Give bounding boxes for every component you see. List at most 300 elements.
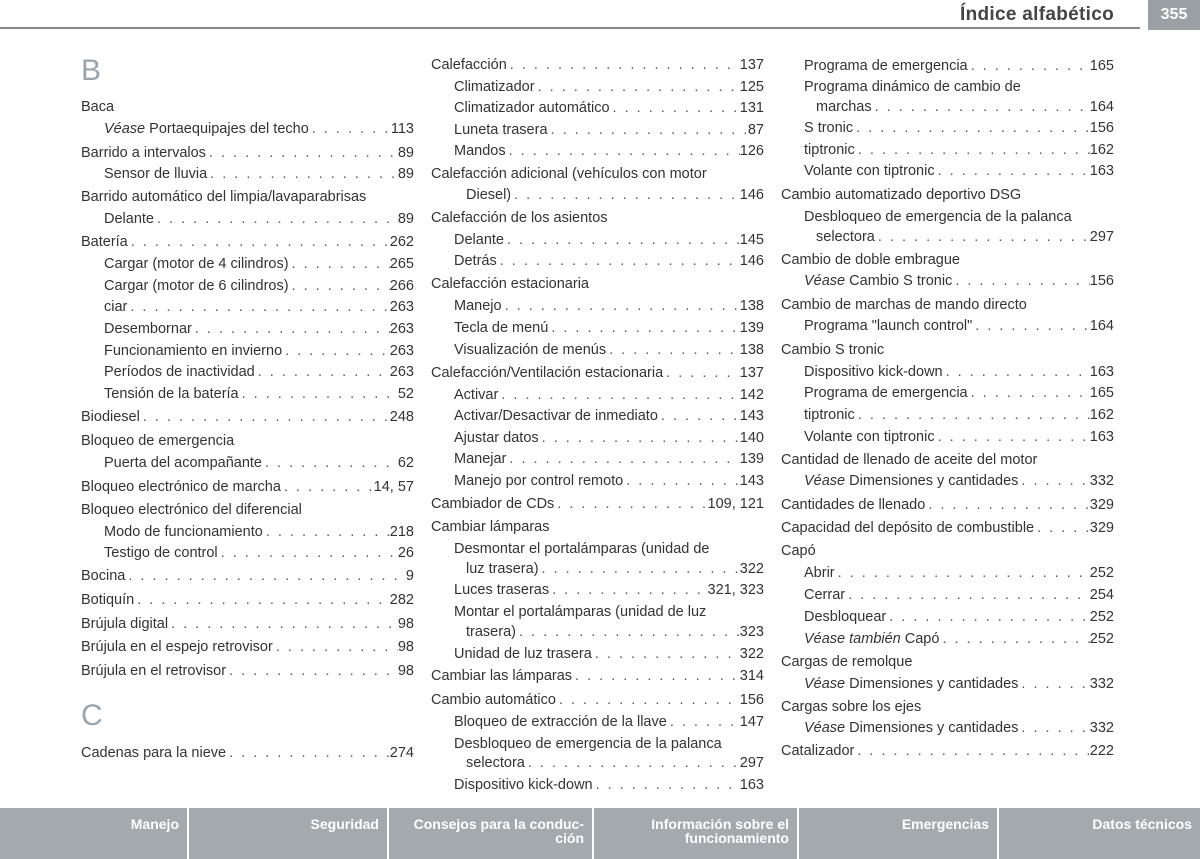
entry-term: Tensión de la batería: [104, 386, 239, 402]
page-reference[interactable]: 252: [1089, 609, 1114, 625]
dot-leader: [606, 340, 740, 362]
dot-leader: [255, 362, 390, 384]
index-subentry: [781, 471, 1114, 493]
page-reference[interactable]: 26: [397, 545, 414, 561]
dot-leader: [1018, 674, 1089, 696]
entry-term: Sensor de lluvia: [104, 166, 208, 182]
dot-leader: [854, 741, 1089, 763]
page-reference[interactable]: 109, 121: [707, 496, 764, 512]
page-title: Índice alfabético: [960, 4, 1114, 25]
index-entry: [781, 495, 1114, 517]
page-reference[interactable]: 329: [1089, 497, 1114, 513]
page-reference[interactable]: 332: [1089, 720, 1114, 736]
see-reference-prefix: Véase: [804, 273, 846, 289]
index-entry: [781, 295, 1114, 317]
page-reference[interactable]: 142: [739, 387, 764, 403]
index-subentry: [781, 427, 1114, 449]
index-entry: [781, 450, 1114, 472]
index-subentry: [431, 644, 764, 666]
page-reference[interactable]: 163: [1089, 429, 1114, 445]
page-reference[interactable]: 145: [739, 232, 764, 248]
entry-term: Dimensiones y cantidades: [845, 473, 1019, 489]
page-reference[interactable]: 137: [739, 57, 764, 73]
entry-term: Calefacción adicional (vehículos con motor: [431, 166, 707, 182]
entry-term: Programa de emergencia: [804, 385, 968, 401]
dot-leader: [535, 77, 740, 99]
index-subentry: [431, 449, 764, 471]
page-reference[interactable]: 156: [1089, 120, 1114, 136]
index-subentry: [431, 98, 764, 120]
entry-term: Puerta del acompañante: [104, 455, 262, 471]
dot-leader: [539, 559, 740, 581]
index-subentry: [431, 622, 764, 644]
page-reference[interactable]: 131: [739, 100, 764, 116]
dot-leader: [273, 637, 398, 659]
entry-term: Mandos: [454, 143, 506, 159]
dot-leader: [127, 297, 389, 319]
index-subentry: [781, 140, 1114, 162]
header-rule: [0, 27, 1140, 29]
index-entry: [431, 494, 764, 516]
entry-term: Climatizador: [454, 79, 535, 95]
entry-term: Cerrar: [804, 587, 846, 603]
entry-term: Cambio automático: [431, 692, 556, 708]
index-subentry: [431, 296, 764, 318]
entry-term: ciar: [104, 299, 128, 315]
index-subentry: [81, 543, 414, 565]
dot-leader: [192, 319, 390, 341]
page-reference[interactable]: 322: [739, 561, 764, 577]
dot-leader: [168, 614, 398, 636]
page-reference[interactable]: 139: [739, 320, 764, 336]
index-entry: [431, 164, 764, 186]
page-reference[interactable]: 321, 323: [707, 582, 764, 598]
dot-leader: [935, 161, 1090, 183]
page-reference[interactable]: 14, 57: [373, 479, 414, 495]
entry-term: Calefacción/Ventilación estacionaria: [431, 365, 664, 381]
page-reference[interactable]: 165: [1089, 385, 1114, 401]
dot-leader: [935, 427, 1090, 449]
page-reference[interactable]: 146: [739, 253, 764, 269]
index-subentry: [81, 164, 414, 186]
index-subentry: [781, 585, 1114, 607]
page-reference[interactable]: 297: [739, 755, 764, 771]
dot-leader: [206, 143, 398, 165]
section-tab-label: ción: [555, 830, 584, 846]
index-subentry: [781, 718, 1114, 740]
page-reference[interactable]: 265: [389, 256, 414, 272]
entry-term: Dimensiones y cantidades: [845, 676, 1019, 692]
dot-leader: [1018, 471, 1089, 493]
dot-leader: [309, 119, 391, 141]
dot-leader: [262, 453, 398, 475]
page-reference[interactable]: 162: [1089, 407, 1114, 423]
page-reference[interactable]: 9: [405, 568, 414, 584]
index-subentry: [431, 753, 764, 775]
dot-leader: [511, 185, 740, 207]
index-subentry: [431, 251, 764, 273]
dot-leader: [845, 585, 1090, 607]
dot-leader: [539, 428, 740, 450]
entry-term: Bloqueo electrónico del diferencial: [81, 502, 302, 518]
index-entry: [781, 697, 1114, 719]
dot-leader: [548, 120, 748, 142]
entry-term: Programa de emergencia: [804, 58, 968, 74]
entry-term: Bloqueo de extracción de la llave: [454, 714, 667, 730]
entry-term: Luneta trasera: [454, 122, 548, 138]
index-entry: [81, 590, 414, 612]
dot-leader: [886, 607, 1090, 629]
dot-leader: [281, 477, 374, 499]
dot-leader: [853, 118, 1090, 140]
page-reference[interactable]: 314: [739, 668, 764, 684]
index-subentry: [81, 522, 414, 544]
index-subentry: [781, 56, 1114, 78]
entry-term: Dimensiones y cantidades: [845, 720, 1019, 736]
index-subentry: [431, 428, 764, 450]
page-reference[interactable]: 329: [1089, 520, 1114, 536]
entry-term: Desembornar: [104, 321, 192, 337]
dot-leader: [875, 227, 1090, 249]
page-reference[interactable]: 163: [1089, 364, 1114, 380]
page-reference[interactable]: 98: [397, 663, 414, 679]
index-subentry: [81, 453, 414, 475]
page-reference[interactable]: 218: [389, 524, 414, 540]
see-reference-prefix: Véase: [804, 720, 846, 736]
section-tab-label: Manejo: [130, 816, 179, 832]
dot-leader: [554, 494, 707, 516]
see-reference-prefix: Véase: [804, 473, 846, 489]
index-entry: [431, 363, 764, 385]
page-reference[interactable]: 332: [1089, 676, 1114, 692]
section-tab-label: Seguridad: [310, 816, 379, 832]
entry-term: Montar el portalámparas (unidad de luz: [454, 604, 707, 620]
entry-term: Manejar: [454, 451, 507, 467]
page-reference[interactable]: 164: [1089, 99, 1114, 115]
entry-term: Capó: [781, 543, 816, 559]
page-reference[interactable]: 263: [389, 299, 414, 315]
index-entry: [81, 431, 414, 453]
entry-term: tiptronic: [804, 407, 855, 423]
page-reference[interactable]: 266: [389, 278, 414, 294]
page-reference[interactable]: 252: [1089, 565, 1114, 581]
dot-leader: [207, 164, 398, 186]
index-subentry: [81, 276, 414, 298]
page-reference[interactable]: 146: [739, 187, 764, 203]
entry-term: Biodiesel: [81, 409, 140, 425]
dot-leader: [855, 140, 1090, 162]
index-subentry: [781, 674, 1114, 696]
index-subentry: [431, 580, 764, 602]
entry-term: Climatizador automático: [454, 100, 610, 116]
index-subentry: [781, 227, 1114, 249]
index-subentry: [81, 254, 414, 276]
index-subentry: [81, 319, 414, 341]
entry-term: luz trasera): [466, 561, 539, 577]
index-entry: [81, 477, 414, 499]
dot-leader: [835, 563, 1090, 585]
index-entry: [781, 340, 1114, 362]
page-reference[interactable]: 262: [389, 234, 414, 250]
entry-term: Visualización de menús: [454, 342, 607, 358]
dot-leader: [289, 254, 390, 276]
see-reference-prefix: Véase: [804, 676, 846, 692]
dot-leader: [556, 690, 740, 712]
entry-term: Testigo de control: [104, 545, 218, 561]
entry-term: Cambio de marchas de mando directo: [781, 297, 1027, 313]
index-entry: [81, 637, 414, 659]
index-entry: [431, 208, 764, 230]
index-entry: [81, 661, 414, 683]
entry-term: Volante con tiptronic: [804, 429, 935, 445]
index-subentry: [431, 77, 764, 99]
index-entry: [781, 652, 1114, 674]
page-reference[interactable]: 222: [1089, 743, 1114, 759]
page-reference[interactable]: 98: [397, 616, 414, 632]
index-subentry: [431, 230, 764, 252]
entry-term: Activar: [454, 387, 499, 403]
page-reference[interactable]: 163: [1089, 163, 1114, 179]
section-tab[interactable]: [389, 808, 594, 859]
entry-term: selectora: [816, 229, 875, 245]
entry-term: Funcionamiento en invierno: [104, 343, 283, 359]
page-reference[interactable]: 254: [1089, 587, 1114, 603]
page-reference[interactable]: 323: [739, 624, 764, 640]
entry-term: Catalizador: [781, 743, 855, 759]
page-reference[interactable]: 89: [397, 145, 414, 161]
entry-term: Activar/Desactivar de inmediato: [454, 408, 658, 424]
page-reference[interactable]: 274: [389, 745, 414, 761]
index-subentry: [81, 341, 414, 363]
page-reference[interactable]: 62: [397, 455, 414, 471]
section-tab-label: Consejos para la conduc-: [413, 816, 584, 832]
entry-term: Abrir: [804, 565, 835, 581]
entry-term: Cadenas para la nieve: [81, 745, 227, 761]
entry-term: Tecla de menú: [454, 320, 549, 336]
index-entry: [781, 741, 1114, 763]
page-reference[interactable]: 137: [739, 365, 764, 381]
entry-term: Volante con tiptronic: [804, 163, 935, 179]
dot-leader: [140, 407, 390, 429]
index-letter-heading: B: [81, 54, 102, 87]
entry-term: Detrás: [454, 253, 497, 269]
entry-term: Dispositivo kick-down: [454, 777, 593, 793]
page-reference[interactable]: 139: [739, 451, 764, 467]
entry-term: Portaequipajes del techo: [145, 121, 309, 137]
page-reference[interactable]: 140: [739, 430, 764, 446]
entry-term: Brújula en el espejo retrovisor: [81, 639, 273, 655]
page-reference[interactable]: 138: [739, 298, 764, 314]
entry-term: Capacidad del depósito de combustible: [781, 520, 1035, 536]
dot-leader: [263, 522, 390, 544]
page-reference[interactable]: 263: [389, 343, 414, 359]
see-reference-prefix: Véase también: [804, 631, 901, 647]
dot-leader: [663, 363, 740, 385]
entry-term: marchas: [816, 99, 872, 115]
page-reference[interactable]: 248: [389, 409, 414, 425]
index-subentry: [781, 362, 1114, 384]
index-subentry: [431, 712, 764, 734]
page-reference[interactable]: 52: [397, 386, 414, 402]
index-letter-heading: C: [81, 699, 103, 732]
entry-term: Delante: [104, 211, 154, 227]
entry-term: Desbloquear: [804, 609, 887, 625]
section-tab-label: funcionamiento: [684, 830, 789, 846]
index-entry: [81, 97, 414, 119]
section-tab[interactable]: [594, 808, 799, 859]
dot-leader: [239, 384, 398, 406]
page-reference[interactable]: 164: [1089, 318, 1114, 334]
index-subentry: [431, 406, 764, 428]
section-tab-label: Datos técnicos: [1092, 816, 1192, 832]
page-reference[interactable]: 98: [397, 639, 414, 655]
dot-leader: [506, 449, 739, 471]
index-subentry: [81, 362, 414, 384]
entry-term: Dispositivo kick-down: [804, 364, 943, 380]
page-reference[interactable]: 263: [389, 321, 414, 337]
section-tab-label: Información sobre el: [651, 816, 789, 832]
dot-leader: [506, 141, 740, 163]
entry-term: Manejo: [454, 298, 502, 314]
dot-leader: [972, 316, 1090, 338]
dot-leader: [1018, 718, 1089, 740]
index-subentry: [781, 563, 1114, 585]
page-reference[interactable]: 113: [390, 121, 414, 137]
dot-leader: [498, 385, 739, 407]
index-entry: [81, 500, 414, 522]
entry-term: tiptronic: [804, 142, 855, 158]
index-entry: [81, 232, 414, 254]
entry-term: Brújula digital: [81, 616, 169, 632]
page-reference[interactable]: 162: [1089, 142, 1114, 158]
entry-term: Cargas sobre los ejes: [781, 699, 922, 715]
entry-term: Desmontar el portalámparas (unidad de: [454, 541, 710, 557]
page-reference[interactable]: 156: [739, 692, 764, 708]
see-reference-prefix: Véase: [104, 121, 146, 137]
index-entry: [81, 566, 414, 588]
index-subentry: [781, 271, 1114, 293]
dot-leader: [658, 406, 740, 428]
page-reference[interactable]: 147: [739, 714, 764, 730]
dot-leader: [128, 232, 390, 254]
page-reference[interactable]: 163: [739, 777, 764, 793]
entry-term: Cargar (motor de 4 cilindros): [104, 256, 289, 272]
page-reference[interactable]: 87: [747, 122, 764, 138]
index-entry: [81, 187, 414, 209]
dot-leader: [218, 543, 398, 565]
index-entry: [431, 274, 764, 296]
page-reference[interactable]: 126: [739, 143, 764, 159]
index-subentry: [781, 97, 1114, 119]
entry-term: trasera): [466, 624, 516, 640]
index-subentry: [431, 120, 764, 142]
entry-term: Modo de funcionamiento: [104, 524, 263, 540]
section-tab[interactable]: [0, 808, 189, 859]
dot-leader: [226, 743, 390, 765]
dot-leader: [516, 622, 740, 644]
dot-leader: [525, 753, 740, 775]
entry-term: Bocina: [81, 568, 126, 584]
index-subentry: [781, 77, 1114, 99]
index-subentry: [781, 207, 1114, 229]
page-reference[interactable]: 89: [397, 166, 414, 182]
index-subentry: [431, 539, 764, 561]
dot-leader: [592, 644, 740, 666]
dot-leader: [939, 629, 1089, 651]
page-reference[interactable]: 282: [389, 592, 414, 608]
page-reference[interactable]: 138: [739, 342, 764, 358]
page-reference[interactable]: 156: [1089, 273, 1114, 289]
dot-leader: [548, 318, 739, 340]
index-subentry: [431, 385, 764, 407]
index-subentry: [781, 118, 1114, 140]
dot-leader: [549, 580, 707, 602]
index-subentry: [781, 316, 1114, 338]
page-reference[interactable]: 252: [1089, 631, 1114, 647]
page-number: 355: [1148, 0, 1200, 30]
entry-term: Calefacción estacionaria: [431, 276, 589, 292]
entry-term: Calefacción de los asientos: [431, 210, 608, 226]
page-reference[interactable]: 125: [739, 79, 764, 95]
entry-term: Batería: [81, 234, 128, 250]
index-subentry: [781, 607, 1114, 629]
entry-term: Cantidades de llenado: [781, 497, 926, 513]
page-reference[interactable]: 143: [739, 473, 764, 489]
entry-term: Cantidad de llenado de aceite del motor: [781, 452, 1038, 468]
entry-term: Desbloqueo de emergencia de la palanca: [804, 209, 1072, 225]
entry-term: Delante: [454, 232, 504, 248]
dot-leader: [855, 405, 1090, 427]
dot-leader: [925, 495, 1089, 517]
dot-leader: [943, 362, 1090, 384]
entry-term: Cambio S tronic: [781, 342, 885, 358]
dot-leader: [968, 383, 1090, 405]
entry-term: Unidad de luz trasera: [454, 646, 592, 662]
index-subentry: [81, 384, 414, 406]
page-reference[interactable]: 322: [739, 646, 764, 662]
page-reference[interactable]: 263: [389, 364, 414, 380]
dot-leader: [504, 230, 740, 252]
dot-leader: [289, 276, 390, 298]
dot-leader: [952, 271, 1089, 293]
section-tab-bar: [0, 808, 1200, 859]
index-entry: [431, 690, 764, 712]
page-reference[interactable]: 297: [1089, 229, 1114, 245]
dot-leader: [134, 590, 390, 612]
dot-leader: [497, 251, 740, 273]
page-reference[interactable]: 332: [1089, 473, 1114, 489]
section-tab-label: Emergencias: [901, 816, 989, 832]
page-reference[interactable]: 143: [739, 408, 764, 424]
index-entry: [781, 185, 1114, 207]
index-subentry: [781, 629, 1114, 651]
index-subentry: [431, 602, 764, 624]
dot-leader: [623, 471, 740, 493]
entry-term: Desbloqueo de emergencia de la palanca: [454, 736, 722, 752]
entry-term: Cargas de remolque: [781, 654, 913, 670]
page-reference[interactable]: 89: [397, 211, 414, 227]
index-subentry: [431, 141, 764, 163]
index-subentry: [431, 318, 764, 340]
dot-leader: [968, 56, 1090, 78]
entry-term: Cargar (motor de 6 cilindros): [104, 278, 289, 294]
section-tab[interactable]: [189, 808, 389, 859]
index-entry: [81, 614, 414, 636]
page-reference[interactable]: 165: [1089, 58, 1114, 74]
section-tab[interactable]: [799, 808, 999, 859]
index-subentry: [781, 383, 1114, 405]
section-tab[interactable]: [999, 808, 1200, 859]
